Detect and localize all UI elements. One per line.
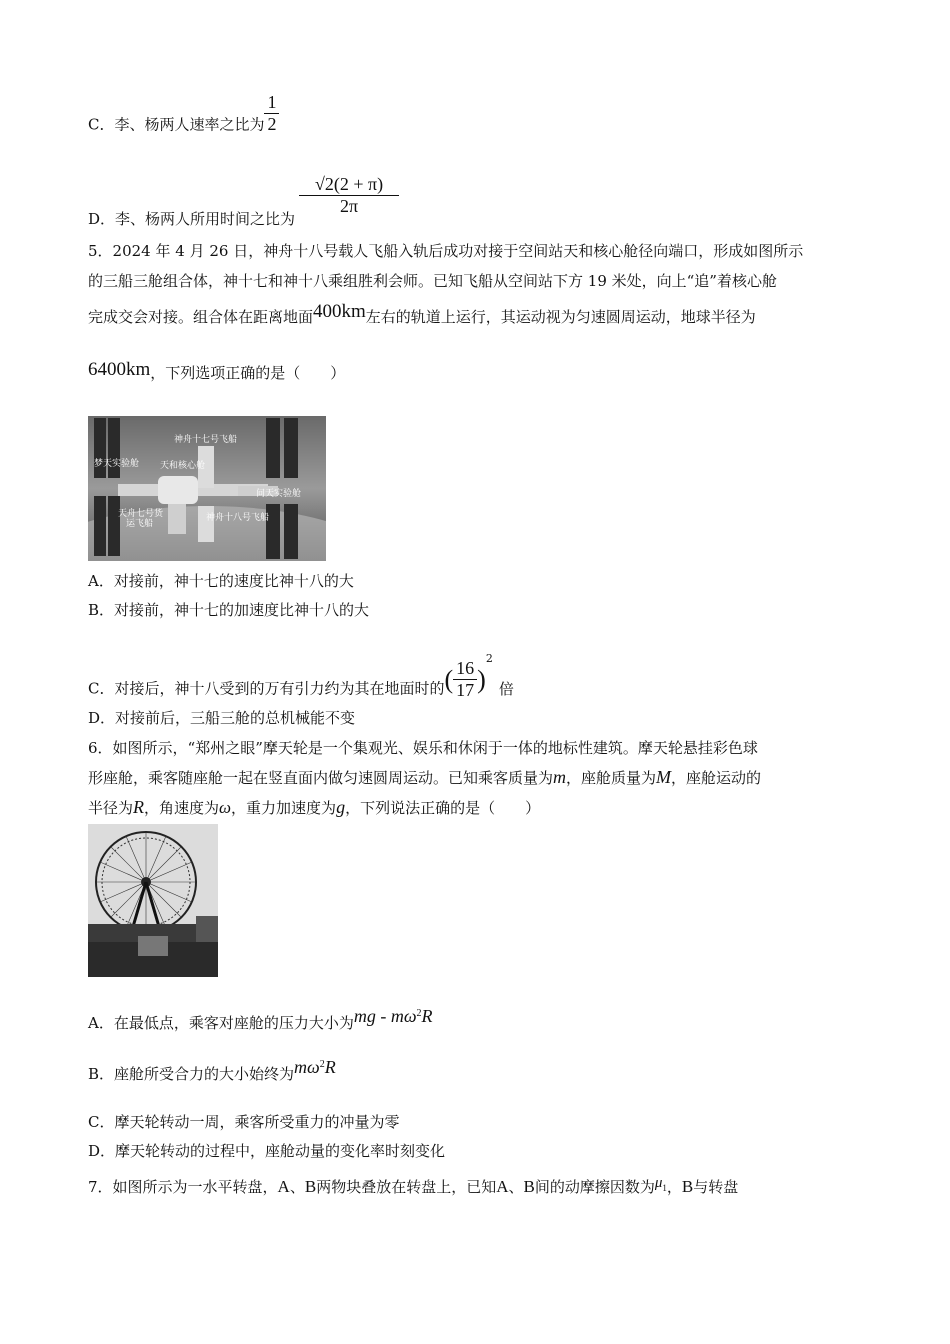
space-station-photo <box>88 416 326 561</box>
q6-option-d: D．摩天轮转动的过程中，座舱动量的变化率时刻变化 <box>88 1142 446 1160</box>
q5-option-a: A．对接前，神十七的速度比神十八的大 <box>88 572 354 590</box>
q5-option-b: B．对接前，神十七的加速度比神十八的大 <box>88 601 370 619</box>
q5-option-c-fraction: $\frac{16}{17}$ <box>453 658 477 701</box>
earth-radius: 6400km <box>88 359 151 380</box>
q5-line-1: 5．2024 年 4 月 26 日，神舟十八号载人飞船入轨后成功对接于空间站天和核心舱径向端口，形成如图所示 <box>88 242 804 260</box>
label-mengtian: 梦天实验舱 <box>94 459 140 469</box>
label-tianzhou7b: 运飞船 <box>126 519 154 529</box>
q6-option-c: C．摩天轮转动一周，乘客所受重力的冲量为零 <box>88 1113 400 1131</box>
q6-line-1: 6．如图所示，“郑州之眼”摩天轮是一个集观光、娱乐和休闲于一体的地标性建筑。摩天轮悬挂彩色球 <box>88 739 758 757</box>
q6-option-b: B．座舱所受合力的大小始终为$m\omega^2R$ <box>88 1057 336 1083</box>
q6-line-2: 形座舱，乘客随座舱一起在竖直面内做匀速圆周运动。已知乘客质量为m，座舱质量为M，座舱运动的 <box>88 767 762 787</box>
q4-option-c-fraction: $\frac{1}{2}$ <box>264 92 279 135</box>
q6-option-a: A．在最低点，乘客对座舱的压力大小为mg - $m\omega^2R$ <box>88 1006 433 1032</box>
q7-line-1: 7．如图所示为一水平转盘，A、B两物块叠放在转盘上，已知A、B间的动摩擦因数为$\mu_1$，B与转盘 <box>88 1175 739 1196</box>
q5-line-3: 完成交会对接。组合体在距离地面400km左右的轨道上运行，其运动视为匀速圆周运动，地球半径为 <box>88 301 756 326</box>
ferris-wheel-photo <box>88 824 218 977</box>
q4-option-c <box>88 92 279 147</box>
q4-option-d-fraction: $\frac{√2(2 + \pi)}{2\pi}$ <box>299 174 399 217</box>
orbit-height: 400km <box>313 301 366 322</box>
q5-line-4: 6400km，下列选项正确的是（ ） <box>88 359 346 382</box>
label-tianzhou7: 天舟七号货 <box>118 509 164 519</box>
q5-line-2: 的三船三舱组合体，神十七和神十八乘组胜利会师。已知飞船从空间站下方 19 米处，向上“追”着核心舱 <box>88 272 777 290</box>
q4-option-d <box>88 160 399 228</box>
q4-option-d-text: D．李、杨两人所用时间之比为 <box>88 209 296 228</box>
label-shenzhou18: 神舟十八号飞船 <box>206 513 270 523</box>
label-tianhe: 天和核心舱 <box>160 461 206 471</box>
label-shenzhou17: 神舟十七号飞船 <box>174 435 238 445</box>
label-wentian: 问天实验舱 <box>256 489 302 499</box>
q5-option-d: D．对接前后，三船三舱的总机械能不变 <box>88 709 356 727</box>
q4-option-c-text: C．李、杨两人速率之比为 <box>88 115 265 134</box>
q5-option-c: C．对接后，神十八受到的万有引力约为其在地面时的( $\frac{16}{17}$ )$^2$倍 <box>88 651 514 700</box>
q6-line-3: 半径为R，角速度为ω，重力加速度为g，下列说法正确的是（ ） <box>88 797 541 817</box>
